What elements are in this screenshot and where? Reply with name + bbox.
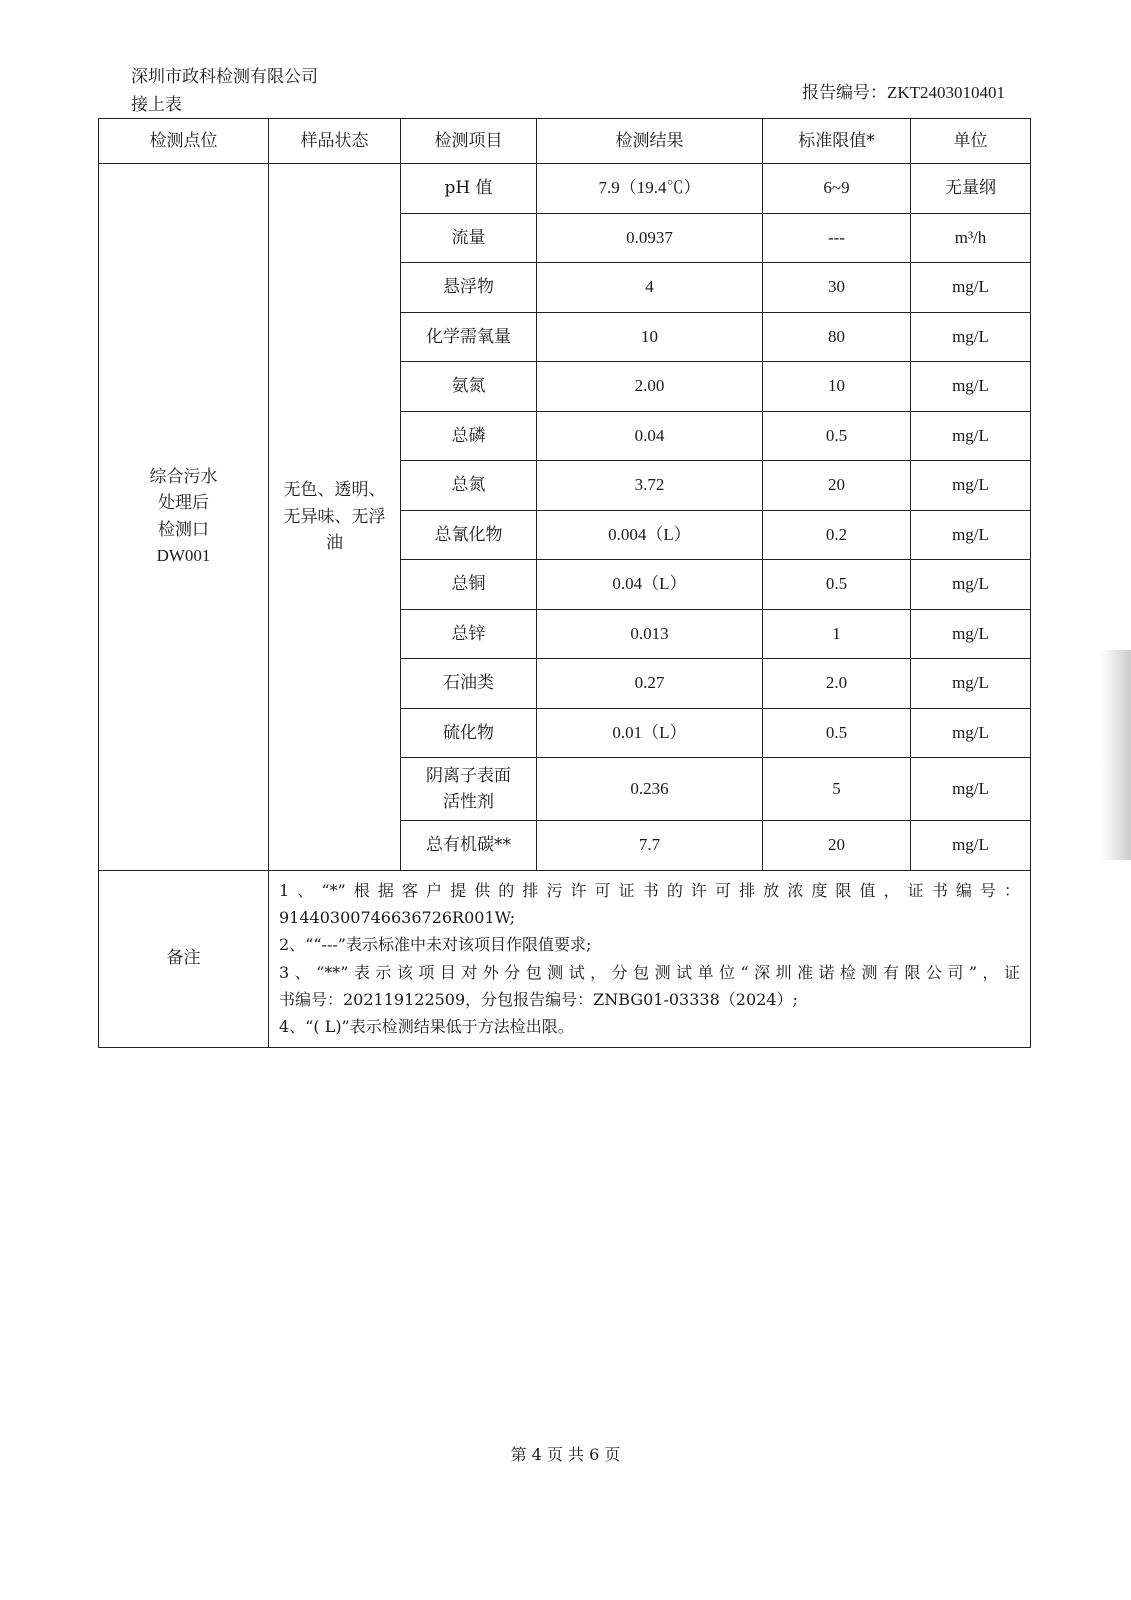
unit-cell: mg/L [911,263,1031,313]
results-table [98,118,1031,1048]
site-line: 检测口 [158,519,209,540]
item-cell: 总铜 [401,560,537,610]
table-header [99,119,1031,164]
item-cell: 氨氮 [401,362,537,412]
item-cell: 总有机碳** [401,821,537,871]
item-cell: 总氰化物 [401,510,537,560]
report-number-label: 报告编号： [802,83,887,103]
site-line: DW001 [156,546,211,566]
site-cell [99,164,269,871]
limit-cell: 5 [763,758,911,821]
item-cell: 硫化物 [401,708,537,758]
item-cell: 石油类 [401,659,537,709]
note-1: 1、“*”根据客户提供的排污许可证书的许可排放浓度限值，证书编号： [279,880,1020,900]
limit-cell: 0.5 [763,708,911,758]
result-cell: 0.01（L） [537,708,763,758]
item-cell: 悬浮物 [401,263,537,313]
limit-cell: 30 [763,263,911,313]
table-row [99,164,1031,214]
limit-cell: 0.5 [763,560,911,610]
unit-cell: mg/L [911,821,1031,871]
notes-row [99,870,1031,1047]
site-line: 综合污水 [149,467,218,488]
unit-cell: m³/h [911,213,1031,263]
notes-label: 备注 [99,870,269,1047]
note-4: 4、“( L)”表示检测结果低于方法检出限。 [279,1016,574,1036]
col-header-limit: 标准限值* [763,119,911,164]
unit-cell: mg/L [911,659,1031,709]
result-cell: 2.00 [537,362,763,412]
col-header-item: 检测项目 [401,119,537,164]
unit-cell: mg/L [911,758,1031,821]
note-2: 2、““---”表示标准中未对该项目作限值要求; [279,935,592,955]
limit-cell: 0.2 [763,510,911,560]
unit-cell: mg/L [911,609,1031,659]
result-cell: 0.004（L） [537,510,763,560]
result-cell: 7.7 [537,821,763,871]
limit-cell: --- [763,213,911,263]
note-3: 3、“**”表示该项目对外分包测试，分包测试单位“深圳准诺检测有限公司”，证 [279,962,1020,982]
report-number-value: ZKT2403010401 [887,83,1006,102]
item-cell: pH 值 [401,164,537,214]
unit-cell: mg/L [911,362,1031,412]
result-cell: 0.27 [537,659,763,709]
col-header-unit: 单位 [911,119,1031,164]
limit-cell: 0.5 [763,411,911,461]
unit-cell: mg/L [911,461,1031,511]
note-1-cert: 91440300746636726R001W; [279,908,516,928]
result-cell: 0.04 [537,411,763,461]
item-cell: 总氮 [401,461,537,511]
limit-cell: 80 [763,312,911,362]
result-cell: 0.0937 [537,213,763,263]
unit-cell: 无量纲 [911,164,1031,214]
continued-label: 接上表 [131,95,182,115]
result-cell: 10 [537,312,763,362]
state-line: 无色、透明、 [283,480,386,501]
state-line: 油 [326,532,343,553]
item-line: 阴离子表面 [426,765,511,786]
note-3-cont: 书编号：202119122509，分包报告编号：ZNBG01-03338（2024）; [279,989,798,1009]
item-cell: 总磷 [401,411,537,461]
unit-cell: mg/L [911,510,1031,560]
state-cell [269,164,401,871]
company-name: 深圳市政科检测有限公司 [131,67,318,87]
col-header-state: 样品状态 [269,119,401,164]
notes-content [269,870,1031,1047]
col-header-result: 检测结果 [537,119,763,164]
limit-cell: 20 [763,461,911,511]
site-line: 处理后 [158,493,209,514]
seal-edge-mark [1101,650,1131,860]
col-header-site: 检测点位 [99,119,269,164]
item-cell: 流量 [401,213,537,263]
limit-cell: 1 [763,609,911,659]
result-cell: 4 [537,263,763,313]
unit-cell: mg/L [911,708,1031,758]
state-line: 无异味、无浮 [283,506,386,527]
result-cell: 0.013 [537,609,763,659]
item-cell: 化学需氧量 [401,312,537,362]
item-cell [401,758,537,821]
page-number: 第 4 页 共 6 页 [510,1445,621,1464]
limit-cell: 10 [763,362,911,412]
limit-cell: 2.0 [763,659,911,709]
unit-cell: mg/L [911,560,1031,610]
result-cell: 0.236 [537,758,763,821]
unit-cell: mg/L [911,312,1031,362]
item-cell: 总锌 [401,609,537,659]
result-cell: 7.9（19.4℃） [537,164,763,214]
report-number [802,78,1005,103]
unit-cell: mg/L [911,411,1031,461]
limit-cell: 6~9 [763,164,911,214]
item-line: 活性剂 [443,792,494,812]
limit-cell: 20 [763,821,911,871]
result-cell: 3.72 [537,461,763,511]
result-cell: 0.04（L） [537,560,763,610]
